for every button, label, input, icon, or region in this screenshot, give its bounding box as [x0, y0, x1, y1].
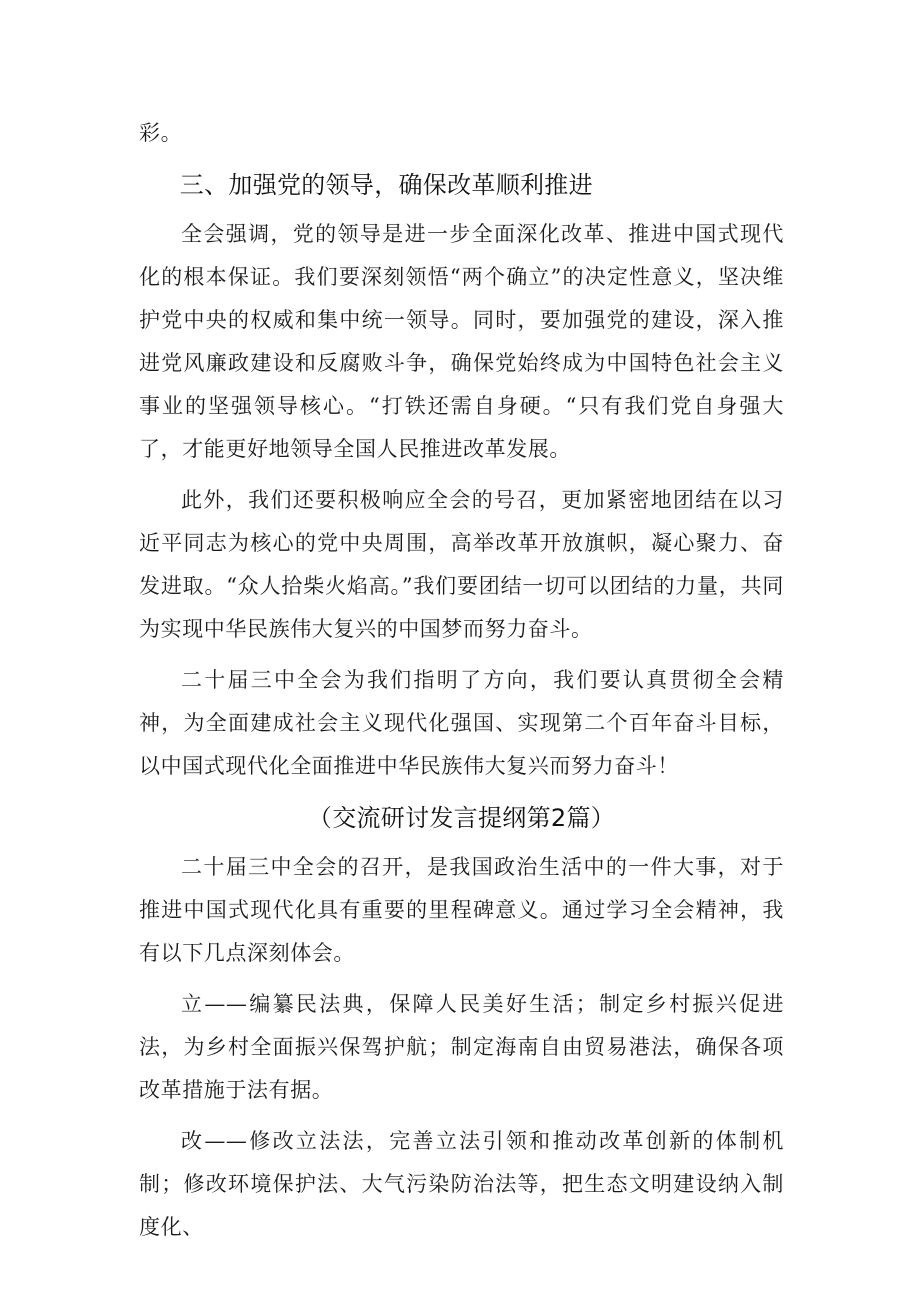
- body-paragraph: 二十届三中全会的召开，是我国政治生活中的一件大事，对于推进中国式现代化具有重要的里程碑意义。通过学习全会精神，我有以下几点深刻体会。: [139, 855, 784, 965]
- article-section-title: （交流研讨发言提纲第2篇）: [307, 804, 616, 832]
- body-paragraph: 二十届三中全会为我们指明了方向，我们要认真贯彻全会精神，为全面建成社会主义现代化强国、实现第二个百年奋斗目标，以中国式现代化全面推进中华民族伟大复兴而努力奋斗！: [139, 668, 784, 778]
- body-paragraph: 改——修改立法法，完善立法引领和推动改革创新的体制机制；修改环境保护法、大气污染防治法等，把生态文明建设纳入制度化、: [139, 1129, 784, 1239]
- document-body: [139, 112, 784, 1257]
- section-heading-3: 三、加强党的领导，确保改革顺利推进: [179, 171, 593, 199]
- body-paragraph: 立——编纂民法典，保障人民美好生活；制定乡村振兴促进法，为乡村全面振兴保驾护航；制定海南自由贸易港法，确保各项改革措施于法有据。: [139, 992, 784, 1102]
- continuation-text: 彩。: [139, 121, 183, 145]
- body-paragraph: 此外，我们还要积极响应全会的号召，更加紧密地团结在以习近平同志为核心的党中央周围，高举改革开放旗帜，凝心聚力、奋发进取。“众人拾柴火焰高。”我们要团结一切可以团结的力量，共同为实现中华民族伟大复兴的中国梦而努力奋斗。: [139, 488, 784, 641]
- body-paragraph: 全会强调，党的领导是进一步全面深化改革、推进中国式现代化的根本保证。我们要深刻领悟“两个确立”的决定性意义，坚决维护党中央的权威和集中统一领导。同时，要加强党的建设，深入推进党风廉政建设和反腐败斗争，确保党始终成为中国特色社会主义事业的坚强领导核心。“打铁还需自身硬。“只有我们党自身强大了，才能更好地领导全国人民推进改革发展。: [139, 222, 784, 461]
